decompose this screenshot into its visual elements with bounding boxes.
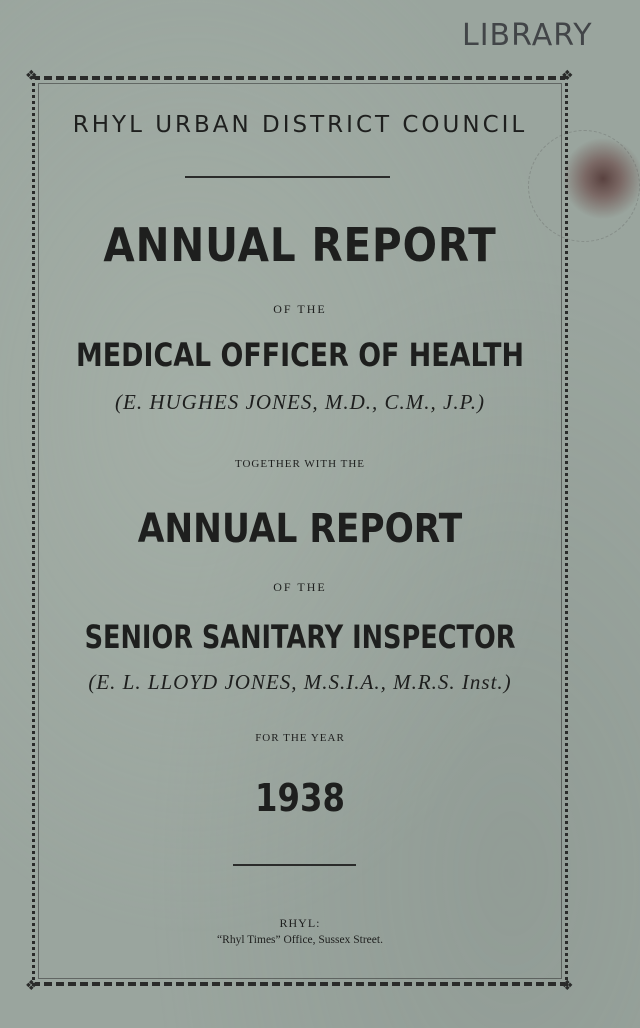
border-corner-ornament: ❖ <box>25 978 38 994</box>
imprint-office: “Rhyl Times” Office, Sussex Street. <box>217 934 383 946</box>
imprint-place: RHYL: <box>279 916 321 930</box>
together-label: TOGETHER WITH THE <box>234 458 366 470</box>
report-title-secondary: ANNUAL REPORT <box>137 506 463 552</box>
report-title-primary: ANNUAL REPORT <box>103 218 497 272</box>
border-corner-ornament: ❖ <box>561 68 574 84</box>
border-corner-ornament: ❖ <box>561 978 574 994</box>
divider-rule <box>185 176 390 178</box>
inspector-name: (E. L. LLOYD JONES, M.S.I.A., M.R.S. Inst.) <box>88 670 512 694</box>
library-stamp: LIBRARY <box>462 18 593 53</box>
council-name: RHYL URBAN DISTRICT COUNCIL <box>72 112 528 138</box>
of-the-label: OF THE <box>273 302 327 316</box>
officer-title: MEDICAL OFFICER OF HEALTH <box>76 336 524 374</box>
border-corner-ornament: ❖ <box>25 68 38 84</box>
inspector-title: SENIOR SANITARY INSPECTOR <box>84 618 516 656</box>
report-year: 1938 <box>255 776 345 820</box>
of-the-label: OF THE <box>273 580 327 594</box>
divider-rule <box>233 864 356 866</box>
for-the-year-label: FOR THE YEAR <box>255 732 345 744</box>
officer-name: (E. HUGHES JONES, M.D., C.M., J.P.) <box>115 390 485 414</box>
